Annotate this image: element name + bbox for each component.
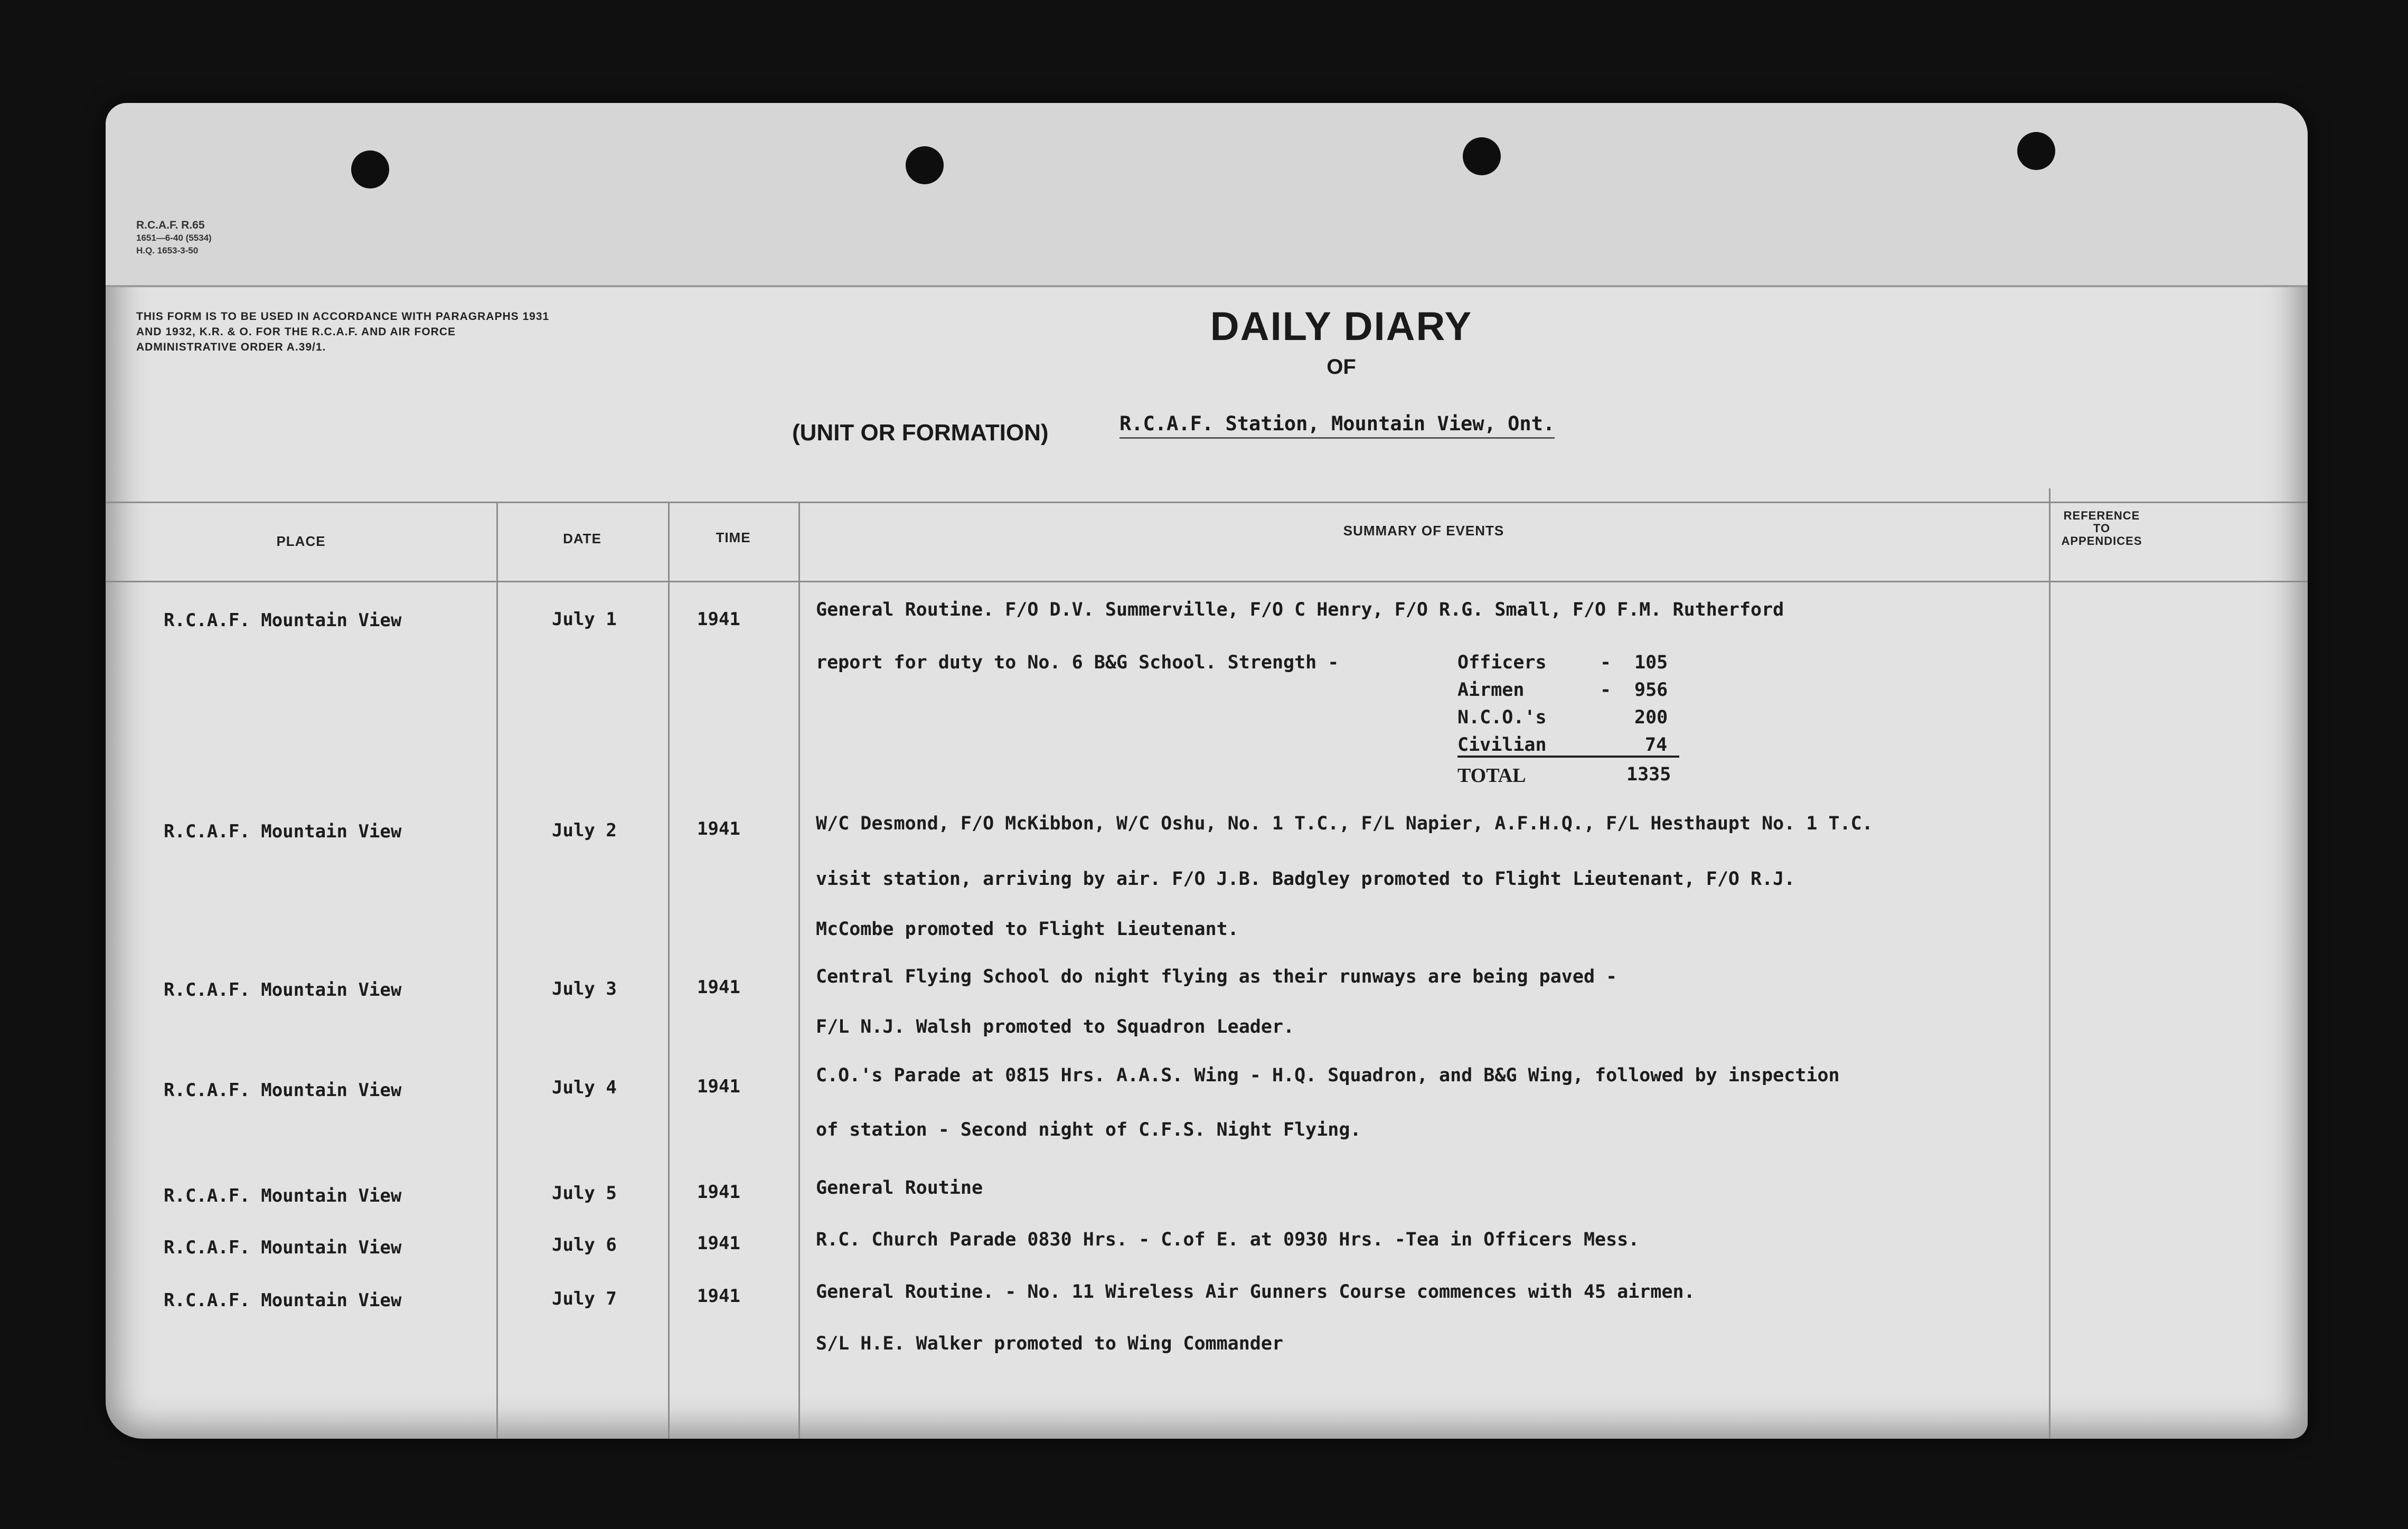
- column-header-place: PLACE: [276, 533, 326, 549]
- punch-hole: [906, 146, 944, 184]
- strength-value: 74: [1645, 734, 1668, 756]
- entry-place: R.C.A.F. Mountain View: [164, 821, 402, 842]
- entry-date: July 6: [552, 1234, 617, 1256]
- entry-time: 1941: [697, 977, 740, 998]
- header-band: [106, 103, 2308, 285]
- title-of: OF: [1327, 355, 1356, 379]
- entry-place: R.C.A.F. Mountain View: [164, 1185, 402, 1206]
- punch-hole: [2017, 132, 2055, 170]
- column-header-reference: REFERENCE TO APPENDICES: [2061, 509, 2142, 548]
- strength-label: Civilian: [1457, 734, 1679, 758]
- entry-date: July 7: [552, 1288, 617, 1309]
- table-top-rule: [106, 502, 2308, 503]
- entry-summary-line: F/L N.J. Walsh promoted to Squadron Leader.: [816, 1016, 1295, 1037]
- entry-summary-line: General Routine. F/O D.V. Summerville, F/O C Henry, F/O R.G. Small, F/O F.M. Rutherford: [816, 599, 1784, 620]
- strength-sep: -: [1600, 679, 1612, 701]
- strength-value: 956: [1634, 679, 1668, 701]
- entry-summary-line: of station - Second night of C.F.S. Night Flying.: [816, 1119, 1361, 1140]
- entry-date: July 4: [552, 1077, 617, 1098]
- strength-sep: -: [1600, 652, 1612, 673]
- entry-time: 1941: [697, 1233, 740, 1254]
- form-id-line: 1651—6-40 (5534): [136, 233, 212, 243]
- column-divider: [2049, 488, 2050, 1439]
- entry-place: R.C.A.F. Mountain View: [164, 610, 402, 631]
- entry-date: July 5: [552, 1183, 617, 1204]
- diary-page: [106, 103, 2308, 1439]
- entry-summary-line: report for duty to No. 6 B&G School. Strength -: [816, 652, 1339, 673]
- entry-summary-line: S/L H.E. Walker promoted to Wing Commander: [816, 1333, 1284, 1354]
- column-header-time: TIME: [716, 530, 751, 545]
- form-number: [136, 219, 212, 257]
- column-header-summary: SUMMARY OF EVENTS: [1343, 523, 1504, 539]
- entry-summary-line: General Routine. - No. 11 Wireless Air Gunners Course commences with 45 airmen.: [816, 1281, 1695, 1303]
- entry-summary-line: McCombe promoted to Flight Lieutenant.: [816, 919, 1239, 940]
- column-divider: [668, 502, 670, 1439]
- form-id-line: H.Q. 1653-3-50: [136, 246, 199, 256]
- entry-time: 1941: [697, 818, 740, 839]
- entry-time: 1941: [697, 609, 740, 630]
- strength-label: Airmen: [1457, 679, 1525, 701]
- form-id-line: R.C.A.F. R.65: [136, 219, 205, 231]
- entry-summary-line: C.O.'s Parade at 0815 Hrs. A.A.S. Wing - H.Q. Squadron, and B&G Wing, followed by inspection: [816, 1065, 1840, 1086]
- column-header-date: DATE: [563, 531, 601, 546]
- strength-label: Officers: [1457, 652, 1547, 673]
- entry-summary-line: General Routine: [816, 1177, 983, 1198]
- entry-date: July 2: [552, 820, 617, 841]
- entry-date: July 1: [552, 609, 617, 630]
- entry-time: 1941: [697, 1076, 740, 1097]
- punch-hole: [351, 150, 389, 188]
- entry-summary-line: visit station, arriving by air. F/O J.B. Badgley promoted to Flight Lieutenant, F/O R.J.: [816, 869, 1795, 890]
- entry-time: 1941: [697, 1182, 740, 1203]
- entry-time: 1941: [697, 1286, 740, 1307]
- page-title: DAILY DIARY: [1210, 304, 1473, 349]
- header-rule: [106, 285, 2308, 287]
- column-divider: [798, 502, 800, 1439]
- strength-label: TOTAL: [1457, 764, 1526, 787]
- column-divider: [496, 502, 498, 1439]
- entry-place: R.C.A.F. Mountain View: [164, 1080, 402, 1101]
- entry-summary-line: W/C Desmond, F/O McKibbon, W/C Oshu, No. 1 T.C., F/L Napier, A.F.H.Q., F/L Hesthaupt No. 1 T.C.: [816, 813, 1873, 834]
- strength-value: 1335: [1626, 764, 1671, 785]
- entry-place: R.C.A.F. Mountain View: [164, 1290, 402, 1311]
- entry-date: July 3: [552, 978, 617, 999]
- entry-place: R.C.A.F. Mountain View: [164, 1237, 402, 1258]
- entry-place: R.C.A.F. Mountain View: [164, 979, 402, 1001]
- strength-value: 200: [1634, 707, 1668, 728]
- form-instructions: THIS FORM IS TO BE USED IN ACCORDANCE WITH PARAGRAPHS 1931 AND 1932, K.R. & O. FOR THE R.C.A.F. AND AIR FORCE ADMINISTRATIVE ORDER A.39/1.: [136, 310, 550, 353]
- entry-summary-line: Central Flying School do night flying as their runways are being paved -: [816, 966, 1617, 987]
- strength-label: N.C.O.'s: [1457, 707, 1547, 728]
- unit-value: R.C.A.F. Station, Mountain View, Ont.: [1120, 412, 1555, 439]
- unit-label: (UNIT OR FORMATION): [792, 420, 1049, 446]
- punch-hole: [1463, 137, 1501, 175]
- header-bottom-rule: [106, 581, 2308, 582]
- entry-summary-line: R.C. Church Parade 0830 Hrs. - C.of E. at 0930 Hrs. -Tea in Officers Mess.: [816, 1229, 1640, 1250]
- strength-value: 105: [1634, 652, 1668, 673]
